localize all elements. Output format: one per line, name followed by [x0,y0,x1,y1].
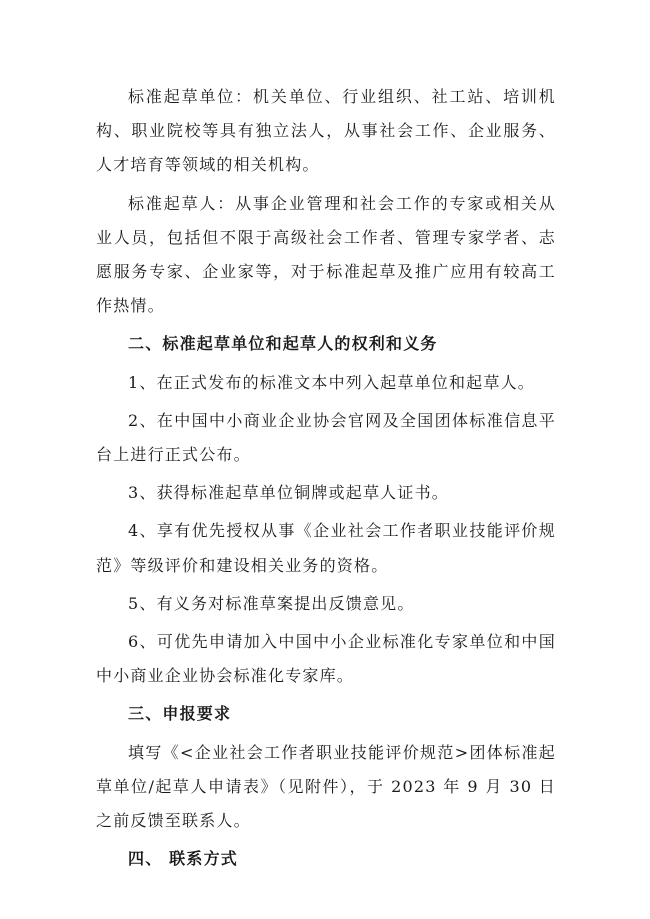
section-heading-rights: 二、标准起草单位和起草人的权利和义务 [128,334,438,354]
list-item: 2、在中国中小商业企业协会官网及全国团体标准信息平台上进行正式公布。 [96,410,556,465]
paragraph-drafting-units: 标准起草单位：机关单位、行业组织、社工站、培训机构、职业院校等具有独立法人，从事社会工作、企业服务、人才培育等领域的相关机构。 [96,87,556,175]
list-item: 4、享有优先授权从事《企业社会工作者职业技能评价规范》等级评价和建设相关业务的资格。 [96,521,556,575]
section-heading-requirements: 三、申报要求 [128,704,232,724]
document-body [96,80,556,876]
list-item: 3、获得标准起草单位铜牌或起草人证书。 [128,483,449,503]
section-heading-contact: 四、 联系方式 [128,849,238,869]
list-item: 5、有义务对标准草案提出反馈意见。 [128,593,415,613]
list-item: 1、在正式发布的标准文本中列入起草单位和起草人。 [128,372,535,392]
list-item: 6、可优先申请加入中国中小企业标准化专家单位和中国中小商业企业协会标准化专家库。 [96,632,556,686]
paragraph-requirements: 填写《<企业社会工作者职业技能评价规范>团体标准起草单位/起草人申请表》（见附件），于 2023 年 9 月 30 日之前反馈至联系人。 [96,742,556,831]
paragraph-drafters: 标准起草人：从事企业管理和社会工作的专家或相关从业人员，包括但不限于高级社会工作者、管理专家学者、志愿服务专家、企业家等，对于标准起草及推广应用有较高工作热情。 [96,193,556,316]
